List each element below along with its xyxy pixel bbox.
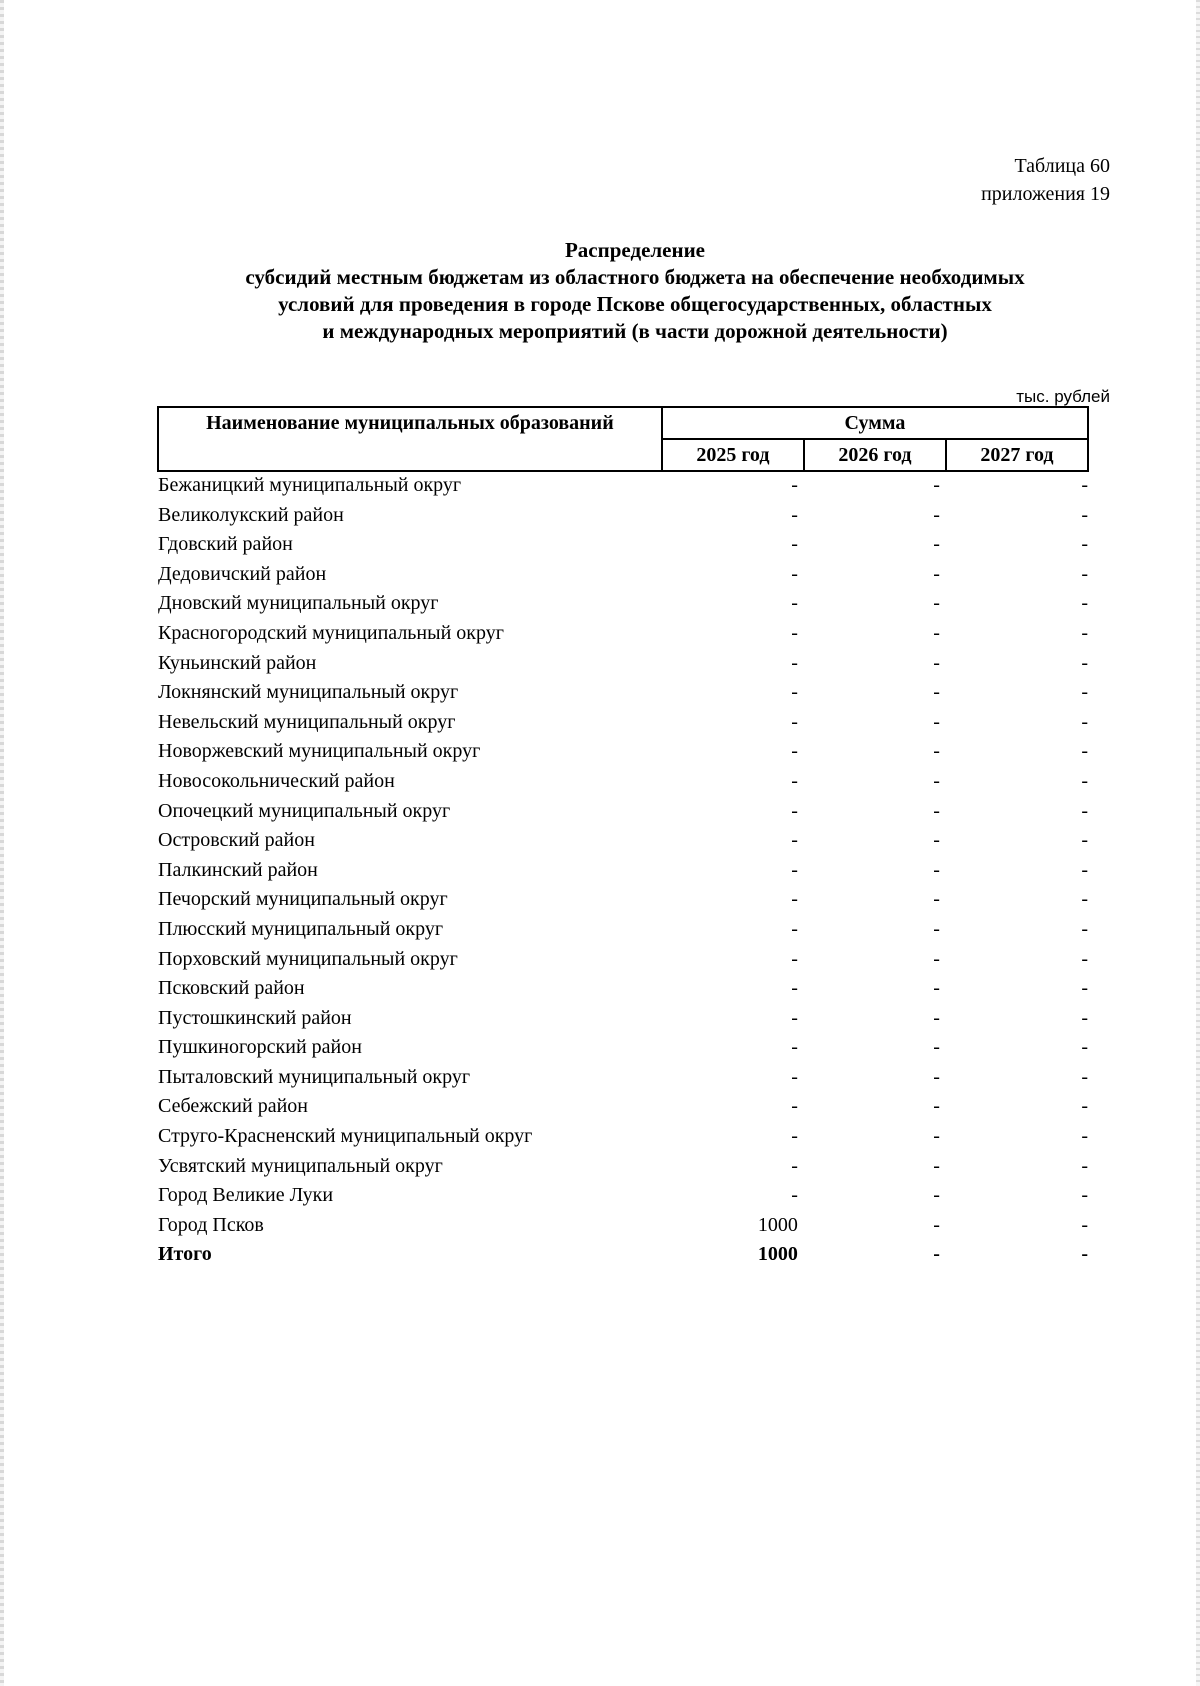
municipality-name-cell: Куньинский район — [158, 651, 317, 674]
value-2025-cell: - — [791, 533, 798, 556]
value-2027-cell: - — [1081, 1006, 1088, 1029]
value-2026-cell: - — [933, 888, 940, 911]
value-2026-cell: - — [933, 651, 940, 674]
value-2025-cell: - — [791, 710, 798, 733]
header-year-2027: 2027 год — [946, 439, 1088, 471]
title-line-1: Распределение — [564, 238, 706, 262]
value-2026-cell: - — [933, 562, 940, 585]
municipality-name-cell: Печорский муниципальный округ — [158, 888, 448, 911]
value-2027-cell: - — [1081, 710, 1088, 733]
value-2026-cell: - — [933, 858, 940, 881]
table-row — [158, 531, 1088, 561]
value-2025-cell: - — [791, 1154, 798, 1177]
municipality-name-cell: Итого — [158, 1243, 212, 1266]
municipality-name-cell: Локнянский муниципальный округ — [158, 681, 459, 704]
value-2025-cell: - — [791, 740, 798, 763]
value-2027-cell: - — [1081, 592, 1088, 615]
value-2026-cell: - — [933, 799, 940, 822]
table-row — [158, 1093, 1088, 1123]
title-line-2: субсидий местным бюджетам из областного бюджета на обеспечение необходимых — [245, 265, 1025, 289]
value-2025-cell: 1000 — [757, 1213, 798, 1236]
municipality-name-cell: Гдовский район — [158, 533, 293, 556]
value-2027-cell: - — [1081, 977, 1088, 1000]
document-title — [150, 237, 1120, 345]
value-2027-cell: - — [1081, 740, 1088, 763]
table-row — [158, 857, 1088, 887]
value-2027-cell: - — [1081, 858, 1088, 881]
value-2026-cell: - — [933, 474, 940, 496]
value-2026-cell: - — [933, 917, 940, 940]
value-2026-cell: - — [933, 1006, 940, 1029]
value-2027-cell: - — [1081, 533, 1088, 556]
municipality-name-cell: Пушкиногорский район — [158, 1036, 362, 1059]
table-row — [158, 620, 1088, 650]
municipality-name-cell: Новосокольнический район — [158, 769, 395, 792]
municipality-name-cell: Пустошкинский район — [158, 1006, 352, 1029]
municipality-name-cell: Струго-Красненский муниципальный округ — [158, 1125, 533, 1148]
municipality-name-cell: Красногородский муниципальный округ — [158, 621, 504, 644]
municipality-name-cell: Порховский муниципальный округ — [158, 947, 458, 970]
value-2025-cell: - — [791, 621, 798, 644]
table-row — [158, 916, 1088, 946]
value-2026-cell: - — [933, 1213, 940, 1236]
value-2025-cell: - — [791, 1095, 798, 1118]
value-2026-cell: - — [933, 1125, 940, 1148]
municipality-name-cell: Усвятский муниципальный округ — [158, 1154, 443, 1177]
header-sum: Сумма — [662, 407, 1088, 439]
value-2025-cell: - — [791, 562, 798, 585]
value-2027-cell: - — [1081, 1184, 1088, 1207]
municipality-name-cell: Псковский район — [158, 977, 305, 1000]
table-row — [158, 1123, 1088, 1153]
municipality-name-cell: Невельский муниципальный округ — [158, 710, 456, 733]
value-2026-cell: - — [933, 769, 940, 792]
municipality-name-cell: Дедовичский район — [158, 562, 327, 585]
municipality-name-cell: Плюсский муниципальный округ — [158, 917, 444, 940]
table-row — [158, 1182, 1088, 1212]
municipality-name-cell: Себежский район — [158, 1095, 308, 1118]
value-2025-cell: - — [791, 977, 798, 1000]
table-number: Таблица 60 — [1014, 155, 1110, 177]
title-line-4: и международных мероприятий (в части дорожной деятельности) — [322, 319, 948, 343]
municipality-name-cell: Новоржевский муниципальный округ — [158, 740, 481, 763]
value-2025-cell: - — [791, 1036, 798, 1059]
table-row — [158, 471, 1088, 502]
table-annex-label — [981, 152, 1110, 208]
table-row — [158, 768, 1088, 798]
value-2025-cell: - — [791, 1125, 798, 1148]
table-row — [158, 738, 1088, 768]
value-2026-cell: - — [933, 947, 940, 970]
value-2027-cell: - — [1081, 1243, 1088, 1266]
table-row — [158, 590, 1088, 620]
title-line-3: условий для проведения в городе Пскове общегосударственных, областных — [278, 292, 992, 316]
table-row — [158, 886, 1088, 916]
units-label: тыс. рублей — [1016, 387, 1110, 406]
value-2025-cell: - — [791, 829, 798, 852]
value-2027-cell: - — [1081, 621, 1088, 644]
value-2025-cell: - — [791, 474, 798, 496]
value-2025-cell: - — [791, 592, 798, 615]
table-row — [158, 1034, 1088, 1064]
appendix-number: приложения 19 — [981, 183, 1110, 205]
value-2025-cell: - — [791, 1184, 798, 1207]
value-2025-cell: 1000 — [757, 1243, 798, 1266]
table-row — [158, 975, 1088, 1005]
value-2025-cell: - — [791, 681, 798, 704]
header-name: Наименование муниципальных образований — [158, 407, 662, 471]
table-row — [158, 1005, 1088, 1035]
table-row — [158, 561, 1088, 591]
value-2027-cell: - — [1081, 562, 1088, 585]
value-2026-cell: - — [933, 1243, 940, 1266]
value-2026-cell: - — [933, 533, 940, 556]
subsidy-table — [157, 406, 1089, 1271]
value-2026-cell: - — [933, 1184, 940, 1207]
municipality-name-cell: Дновский муниципальный округ — [158, 592, 439, 615]
value-2027-cell: - — [1081, 1095, 1088, 1118]
value-2025-cell: - — [791, 651, 798, 674]
table-row — [158, 827, 1088, 857]
value-2025-cell: - — [791, 1065, 798, 1088]
table-row — [158, 946, 1088, 976]
table-row — [158, 1212, 1088, 1242]
value-2027-cell: - — [1081, 799, 1088, 822]
value-2027-cell: - — [1081, 474, 1088, 496]
municipality-name-cell: Город Великие Луки — [158, 1184, 334, 1207]
municipality-name-cell: Город Псков — [158, 1213, 264, 1236]
table-row — [158, 502, 1088, 532]
value-2027-cell: - — [1081, 888, 1088, 911]
table-total-row — [158, 1241, 1088, 1271]
scan-edge-left — [0, 0, 4, 1686]
value-2027-cell: - — [1081, 1065, 1088, 1088]
table-row — [158, 650, 1088, 680]
value-2027-cell: - — [1081, 947, 1088, 970]
scan-edge-right — [1196, 0, 1200, 1686]
value-2027-cell: - — [1081, 769, 1088, 792]
table-row — [158, 709, 1088, 739]
value-2026-cell: - — [933, 592, 940, 615]
value-2025-cell: - — [791, 799, 798, 822]
value-2026-cell: - — [933, 740, 940, 763]
value-2027-cell: - — [1081, 1036, 1088, 1059]
municipality-name-cell: Великолукский район — [158, 503, 344, 526]
value-2027-cell: - — [1081, 651, 1088, 674]
value-2027-cell: - — [1081, 1125, 1088, 1148]
value-2025-cell: - — [791, 769, 798, 792]
table-row — [158, 1064, 1088, 1094]
table-row — [158, 679, 1088, 709]
table-body — [158, 471, 1088, 1271]
value-2027-cell: - — [1081, 917, 1088, 940]
value-2025-cell: - — [791, 917, 798, 940]
value-2026-cell: - — [933, 503, 940, 526]
table-row — [158, 1153, 1088, 1183]
value-2025-cell: - — [791, 1006, 798, 1029]
value-2026-cell: - — [933, 681, 940, 704]
value-2026-cell: - — [933, 1095, 940, 1118]
value-2026-cell: - — [933, 977, 940, 1000]
value-2025-cell: - — [791, 858, 798, 881]
value-2026-cell: - — [933, 1036, 940, 1059]
municipality-name-cell: Пыталовский муниципальный округ — [158, 1065, 471, 1088]
value-2027-cell: - — [1081, 829, 1088, 852]
value-2027-cell: - — [1081, 1213, 1088, 1236]
municipality-name-cell: Островский район — [158, 829, 315, 852]
municipality-name-cell: Палкинский район — [158, 858, 318, 881]
value-2025-cell: - — [791, 503, 798, 526]
value-2026-cell: - — [933, 710, 940, 733]
value-2026-cell: - — [933, 621, 940, 644]
value-2027-cell: - — [1081, 1154, 1088, 1177]
value-2025-cell: - — [791, 947, 798, 970]
municipality-name-cell: Бежаницкий муниципальный округ — [158, 474, 462, 496]
value-2026-cell: - — [933, 1065, 940, 1088]
value-2025-cell: - — [791, 888, 798, 911]
header-year-2025: 2025 год — [662, 439, 804, 471]
municipality-name-cell: Опочецкий муниципальный округ — [158, 799, 451, 822]
value-2026-cell: - — [933, 829, 940, 852]
value-2027-cell: - — [1081, 681, 1088, 704]
header-year-2026: 2026 год — [804, 439, 946, 471]
value-2027-cell: - — [1081, 503, 1088, 526]
table-row — [158, 798, 1088, 828]
value-2026-cell: - — [933, 1154, 940, 1177]
